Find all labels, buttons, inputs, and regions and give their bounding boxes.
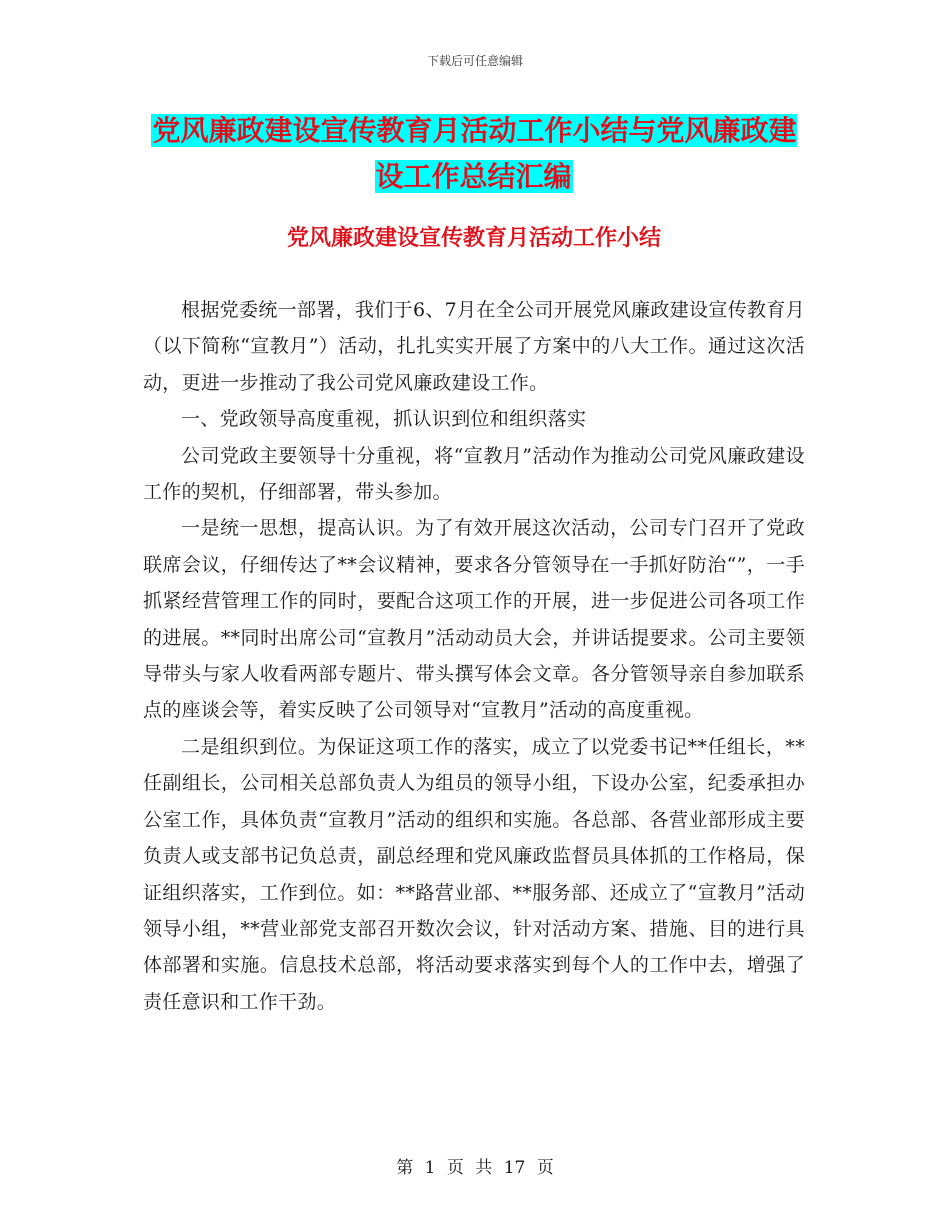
paragraph: 公司党政主要领导十分重视，将“宣教月”活动作为推动公司党风廉政建设工作的契机，仔细部署，带头参加。 [143,444,805,504]
document-title-text: 党风廉政建设宣传教育月活动工作小结与党风廉政建设工作总结汇编 [152,114,797,193]
page-number: 第 1 页 共 17 页 [396,1158,554,1178]
paragraph-heading: 一、党政领导高度重视，抓认识到位和组织落实 [181,408,587,431]
page-header-note: 下载后可任意编辑 [426,54,523,68]
section-title: 党风廉政建设宣传教育月活动工作小结 [286,225,661,251]
paragraph: 一是统一思想，提高认识。为了有效开展这次活动，公司专门召开了党政联席会议，仔细传达了**会议精神，要求各分管领导在一手抓好防治“”，一手抓紧经营管理工作的同时，要配合这项工作的开展，进一步促进公司各项工作的进展。**同时出席公司“宣教月”活动动员大会，并讲话提要求。公司主要领导带头与家人收看两部专题片、带头撰写体会文章。各分管领导亲自参加联系点的座谈会等，着实反映了公司领导对“宣教月”活动的高度重视。 [143,517,805,722]
document-title [143,108,805,200]
paragraph: 二是组织到位。为保证这项工作的落实，成立了以党委书记**任组长，**任副组长，公司相关总部负责人为组员的领导小组，下设办公室，纪委承担办公室工作，具体负责“宣教月”活动的组织和实施。各总部、各营业部形成主要负责人或支部书记负总责，副总经理和党风廉政监督员具体抓的工作格局，保证组织落实，工作到位。如：**路营业部、**服务部、还成立了“宣教月”活动领导小组，**营业部党支部召开数次会议，针对活动方案、措施、目的进行具体部署和实施。信息技术总部，将活动要求落实到每个人的工作中去，增强了责任意识和工作干劲。 [143,735,805,1013]
paragraph: 根据党委统一部署，我们于6、7月在全公司开展党风廉政建设宣传教育月（以下简称“宣教月”）活动，扎扎实实开展了方案中的八大工作。通过这次活动，更进一步推动了我公司党风廉政建设工作。 [143,299,805,394]
document-body [143,292,805,1020]
